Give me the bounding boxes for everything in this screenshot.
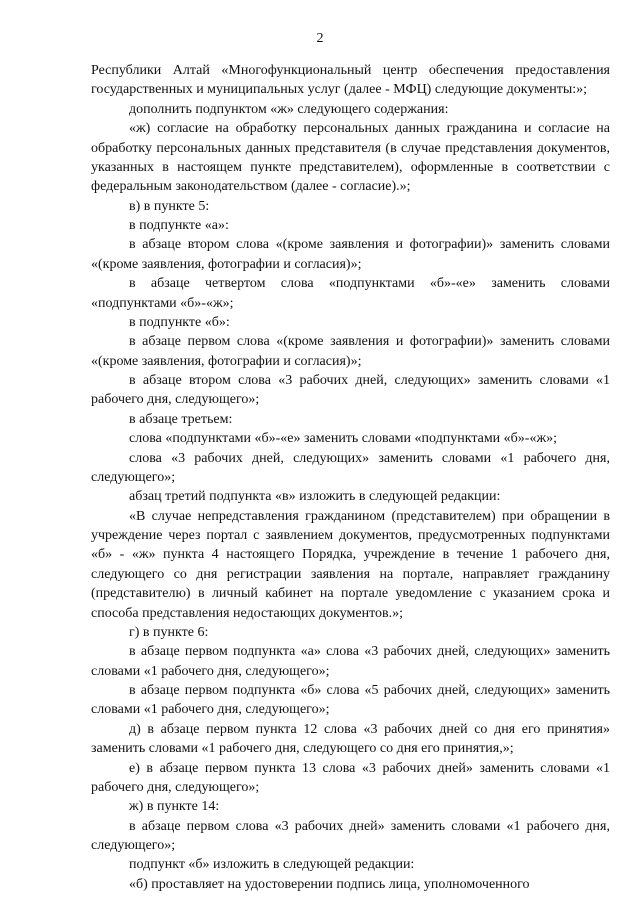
- paragraph: слова «3 рабочих дней, следующих» заменить словами «1 рабочего дня, следующего»;: [91, 450, 610, 485]
- paragraph: «В случае непредставления гражданином (представителем) при обращении в учреждение через портал с заявлением документов, предусмотренных подпунктами «б» - «ж» пункта 4 настоящего Порядка, учреждение в течение 1 рабочего дня, следующего со дня регистрации заявления на портале, направляет гражданину (представителю) в личный кабинет на портале уведомление с указанием срока и способа представления недостающих документов.»;: [91, 508, 610, 621]
- document-body: [91, 61, 610, 894]
- paragraph: в подпункте «б»:: [129, 314, 230, 330]
- paragraph: е) в абзаце первом пункта 13 слова «3 рабочих дней» заменить словами «1 рабочего дня, следующего»;: [91, 760, 610, 795]
- paragraph: «б) проставляет на удостоверении подпись лица, уполномоченного: [129, 876, 530, 892]
- paragraph: д) в абзаце первом пункта 12 слова «3 рабочих дней со дня его принятия» заменить словами «1 рабочего дня, следующего со дня его принятия,»;: [91, 721, 610, 757]
- paragraph: в) в пункте 5:: [129, 198, 210, 214]
- paragraph: в абзаце четвертом слова «подпунктами «б»-«е» заменить словами «подпунктами «б»-«ж»;: [91, 276, 610, 311]
- paragraph: в абзаце втором слова «(кроме заявления и фотографии)» заменить словами «(кроме заявления, фотографии и согласия)»;: [91, 237, 610, 272]
- paragraph: в абзаце первом подпункта «б» слова «5 рабочих дней, следующих» заменить словами «1 рабочего дня, следующего»;: [91, 683, 610, 718]
- paragraph: в абзаце первом подпункта «а» слова «3 рабочих дней, следующих» заменить словами «1 рабочего дня, следующего»;: [91, 644, 610, 679]
- paragraph: г) в пункте 6:: [129, 624, 209, 640]
- page-number: 2: [316, 31, 324, 46]
- paragraph: абзац третий подпункта «в» изложить в следующей редакции:: [129, 489, 501, 505]
- paragraph: слова «подпунктами «б»-«е» заменить словами «подпунктами «б»-«ж»;: [129, 431, 558, 447]
- paragraph: дополнить подпунктом «ж» следующего содержания:: [129, 101, 449, 117]
- paragraph: «ж) согласие на обработку персональных данных гражданина и согласие на обработку персональных данных представителя (в случае представления документов, указанных в настоящем пункте представителем), оформленные в соответствии с федеральным законодательством (далее - согласие).»;: [91, 121, 610, 195]
- paragraph: в абзаце первом слова «(кроме заявления и фотографии)» заменить словами «(кроме заявления, фотографии и согласия)»;: [91, 334, 610, 369]
- paragraph: в подпункте «а»:: [129, 218, 229, 233]
- paragraph: в абзаце третьем:: [129, 411, 233, 427]
- paragraph: в абзаце первом слова «3 рабочих дней» заменить словами «1 рабочего дня, следующего»;: [91, 818, 610, 853]
- paragraph: Республики Алтай «Многофункциональный центр обеспечения предоставления государственных и муниципальных услуг (далее - МФЦ) следующие документы:»;: [91, 63, 610, 98]
- paragraph: ж) в пункте 14:: [129, 799, 220, 815]
- paragraph: подпункт «б» изложить в следующей редакции:: [129, 857, 415, 873]
- paragraph: в абзаце втором слова «3 рабочих дней, следующих» заменить словами «1 рабочего дня, следующего»;: [91, 373, 610, 408]
